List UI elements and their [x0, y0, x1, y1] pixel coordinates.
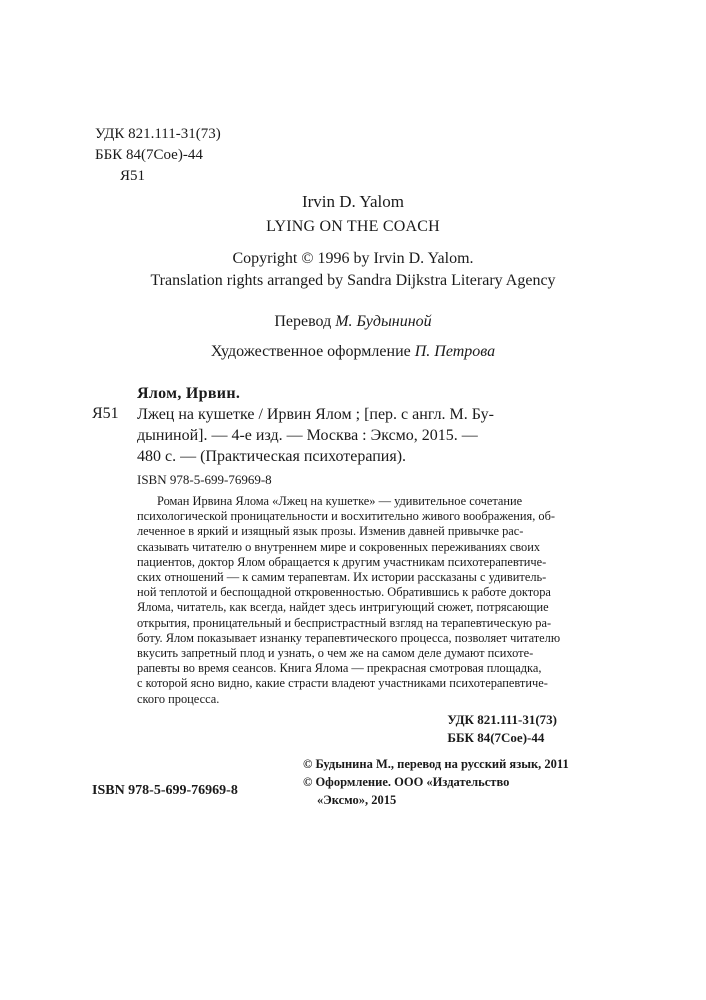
copyright-design-cont: «Эксмо», 2015	[317, 793, 397, 807]
catalog-description	[137, 404, 557, 467]
footer-bbk: ББК 84(7Сое)-44	[447, 730, 545, 745]
isbn: ISBN 978-5-699-76969-8	[92, 783, 238, 798]
catalog-line: 480 с. — (Практическая психотерапия).	[137, 448, 407, 465]
author-mark: Я51	[120, 168, 146, 184]
abstract-line: сказывать читателю о внутреннем мире и сокровенных переживаниях своих	[137, 539, 541, 554]
abstract-line: пациентов, доктор Ялом обращается к другим участникам психотерапевтиче-	[137, 554, 547, 569]
bbk-code: ББК 84(7Сое)-44	[95, 147, 203, 163]
copyright-notices	[303, 755, 569, 809]
abstract-line: рапевты во время сеансов. Книга Ялома — прекрасная смотровая площадка,	[137, 661, 542, 676]
catalog-shelf-mark: Я51	[92, 405, 119, 422]
abstract-line: ских отношений — к самим терапевтам. Их истории рассказаны с удивитель-	[137, 570, 547, 585]
catalog-isbn: ISBN 978-5-699-76969-8	[137, 472, 272, 487]
abstract-line: ной теплотой и беспощадной откровенностью. Обратившись к работе доктора	[137, 585, 551, 600]
translator-credit	[0, 313, 706, 331]
artist-name: П. Петрова	[414, 343, 496, 360]
abstract-line: с которой ясно видно, какие страсти владеют участниками психотерапевтиче-	[137, 676, 548, 691]
abstract-line: Ялома, читатель, как всегда, найдет здесь интригующий сюжет, потрясающие	[137, 600, 549, 615]
copyright-design: © Оформление. ООО «Издательство	[303, 775, 510, 789]
footer-udk: УДК 821.111-31(73)	[447, 712, 557, 727]
udk-code: УДК 821.111-31(73)	[95, 126, 221, 142]
original-title: LYING ON THE COACH	[266, 218, 440, 235]
artist-label: Художественное оформление	[210, 343, 411, 360]
abstract-line: психологической проницательности и восхитительно живого воображения, об-	[137, 509, 556, 524]
abstract	[137, 494, 562, 707]
abstract-line: ского процесса.	[137, 691, 220, 706]
copyright-line: Copyright © 1996 by Irvin D. Yalom.	[232, 250, 474, 267]
translator-label: Перевод	[274, 313, 332, 330]
rights-line: Translation rights arranged by Sandra Dijkstra Literary Agency	[150, 272, 556, 289]
abstract-line: вкусить запретный плод и узнать, о чем же на самом деле думают психоте-	[137, 646, 534, 661]
translator-name: М. Будыниной	[335, 313, 432, 330]
catalog-line: дыниной]. — 4-е изд. — Москва : Эксмо, 2015. —	[137, 427, 478, 444]
abstract-line: боту. Ялом показывает изнанку терапевтического процесса, позволяет читателю	[137, 630, 561, 645]
original-author: Irvin D. Yalom	[301, 192, 404, 211]
copyright-translation: © Будынина М., перевод на русский язык, 2011	[303, 757, 569, 771]
catalog-line: Лжец на кушетке / Ирвин Ялом ; [пер. с англ. М. Бу-	[137, 406, 494, 423]
abstract-line: открытия, проницательный и беспристрастный взгляд на терапевтическую ра-	[137, 615, 552, 630]
footer-classification	[447, 711, 557, 747]
original-copyright-block	[0, 248, 706, 292]
catalog-author-heading: Ялом, Ирвин.	[137, 385, 241, 402]
abstract-line: Роман Ирвина Ялома «Лжец на кушетке» — удивительное сочетание	[157, 494, 523, 508]
artist-credit	[0, 343, 706, 361]
abstract-line: леченное в яркий и изящный язык прозы. Изменив давней привычке рас-	[137, 524, 524, 539]
classification-block	[95, 124, 221, 187]
